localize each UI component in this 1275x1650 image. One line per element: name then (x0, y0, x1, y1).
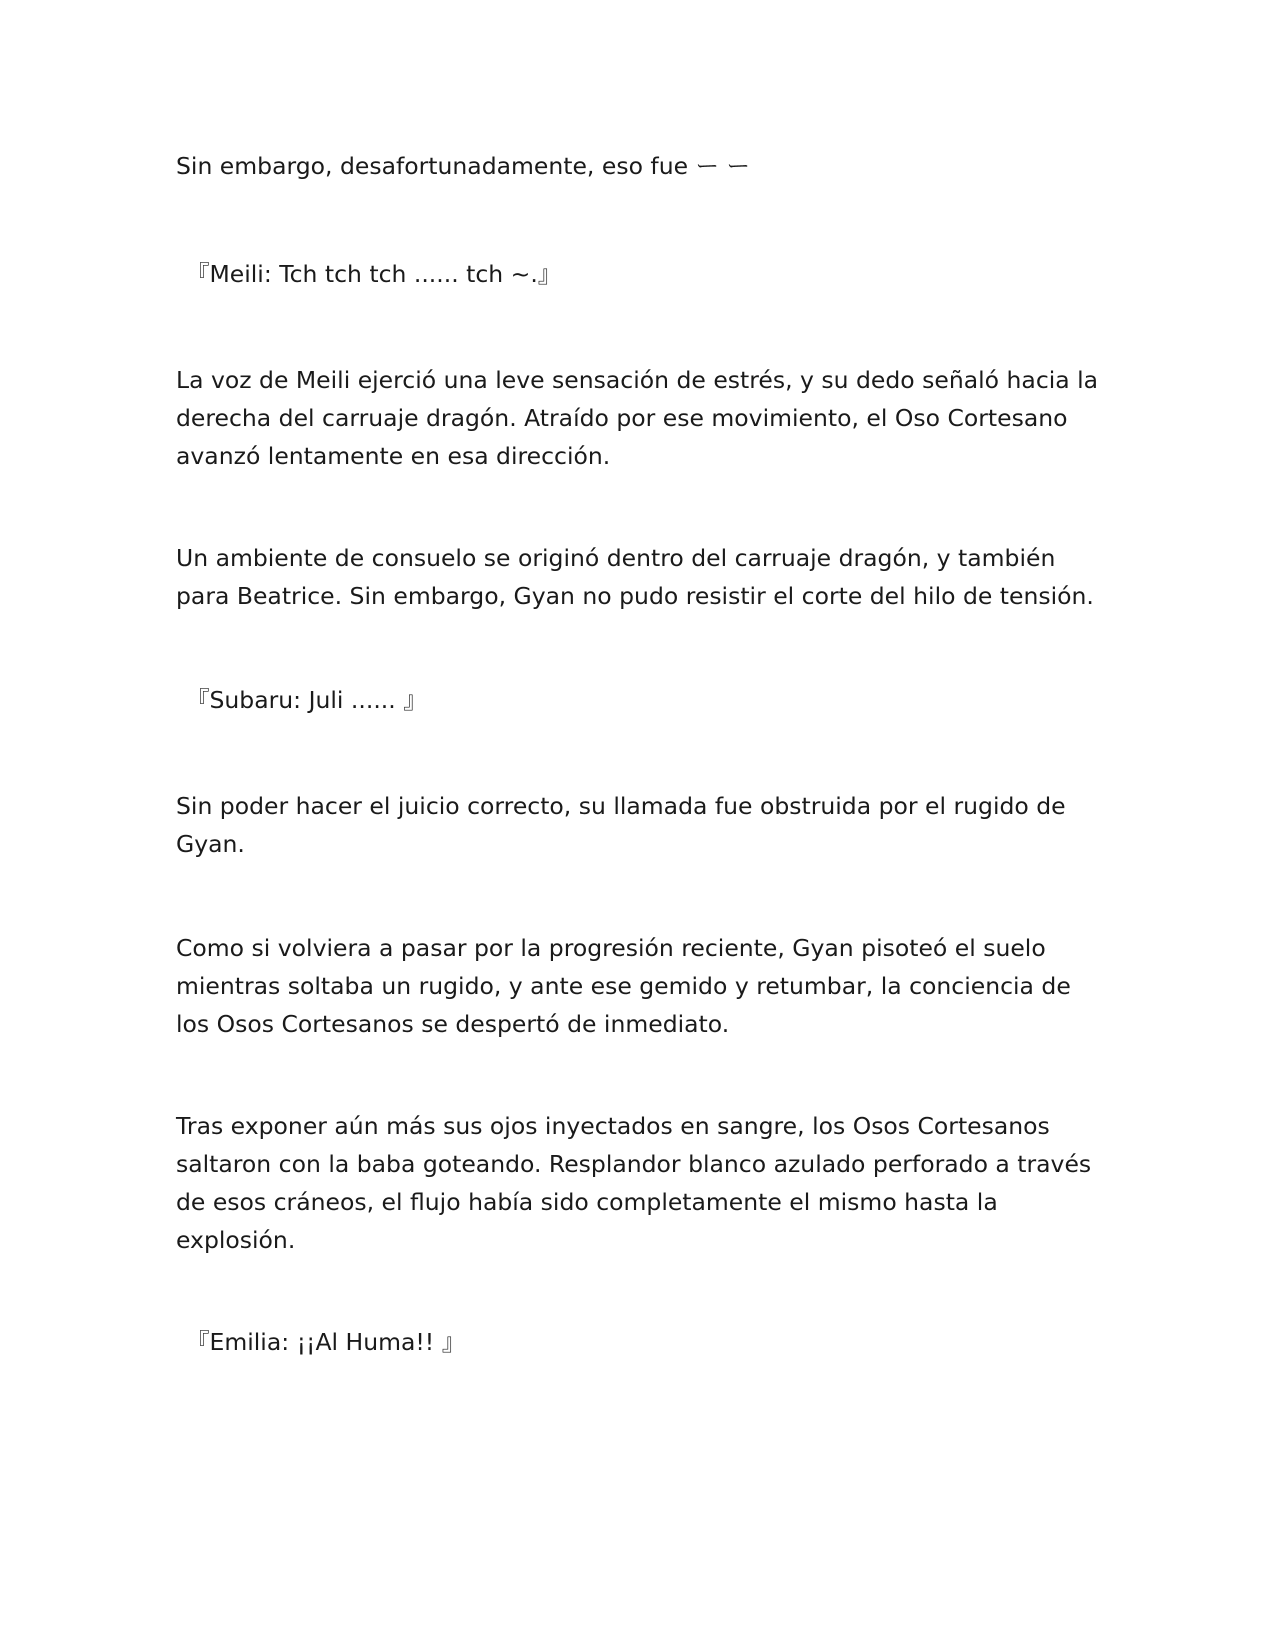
paragraph-3: Un ambiente de consuelo se originó dentro del carruaje dragón, y también para Beatrice. Sin embargo, Gyan no pudo resistir el corte del hilo de tensión. (176, 544, 1094, 610)
dialogue-emilia: 『Emilia: ¡¡Al Huma!! 』 (186, 1328, 466, 1356)
paragraph-5: Como si volviera a pasar por la progresión reciente, Gyan pisoteó el suelo mientras soltaba un rugido, y ante ese gemido y retumbar, la conciencia de los Osos Cortesanos se despertó de inmediato. (176, 934, 1071, 1038)
dialogue-subaru: 『Subaru: Juli ...... 』 (186, 686, 427, 714)
paragraph-2: La voz de Meili ejerció una leve sensación de estrés, y su dedo señaló hacia la derecha del carruaje dragón. Atraído por ese movimiento, el Oso Cortesano avanzó lentamente en esa dirección. (176, 366, 1099, 470)
paragraph-4: Sin poder hacer el juicio correcto, su llamada fue obstruida por el rugido de Gyan. (176, 792, 1066, 858)
dialogue-meili: 『Meili: Tch tch tch ...... tch ~.』 (186, 260, 562, 288)
paragraph-6: Tras exponer aún más sus ojos inyectados en sangre, los Osos Cortesanos saltaron con la baba goteando. Resplandor blanco azulado perforado a través de esos cráneos, el flujo había sido completamente el mismo hasta la explosión. (176, 1112, 1092, 1254)
paragraph-1: Sin embargo, desafortunadamente, eso fue ー ー (176, 152, 750, 180)
